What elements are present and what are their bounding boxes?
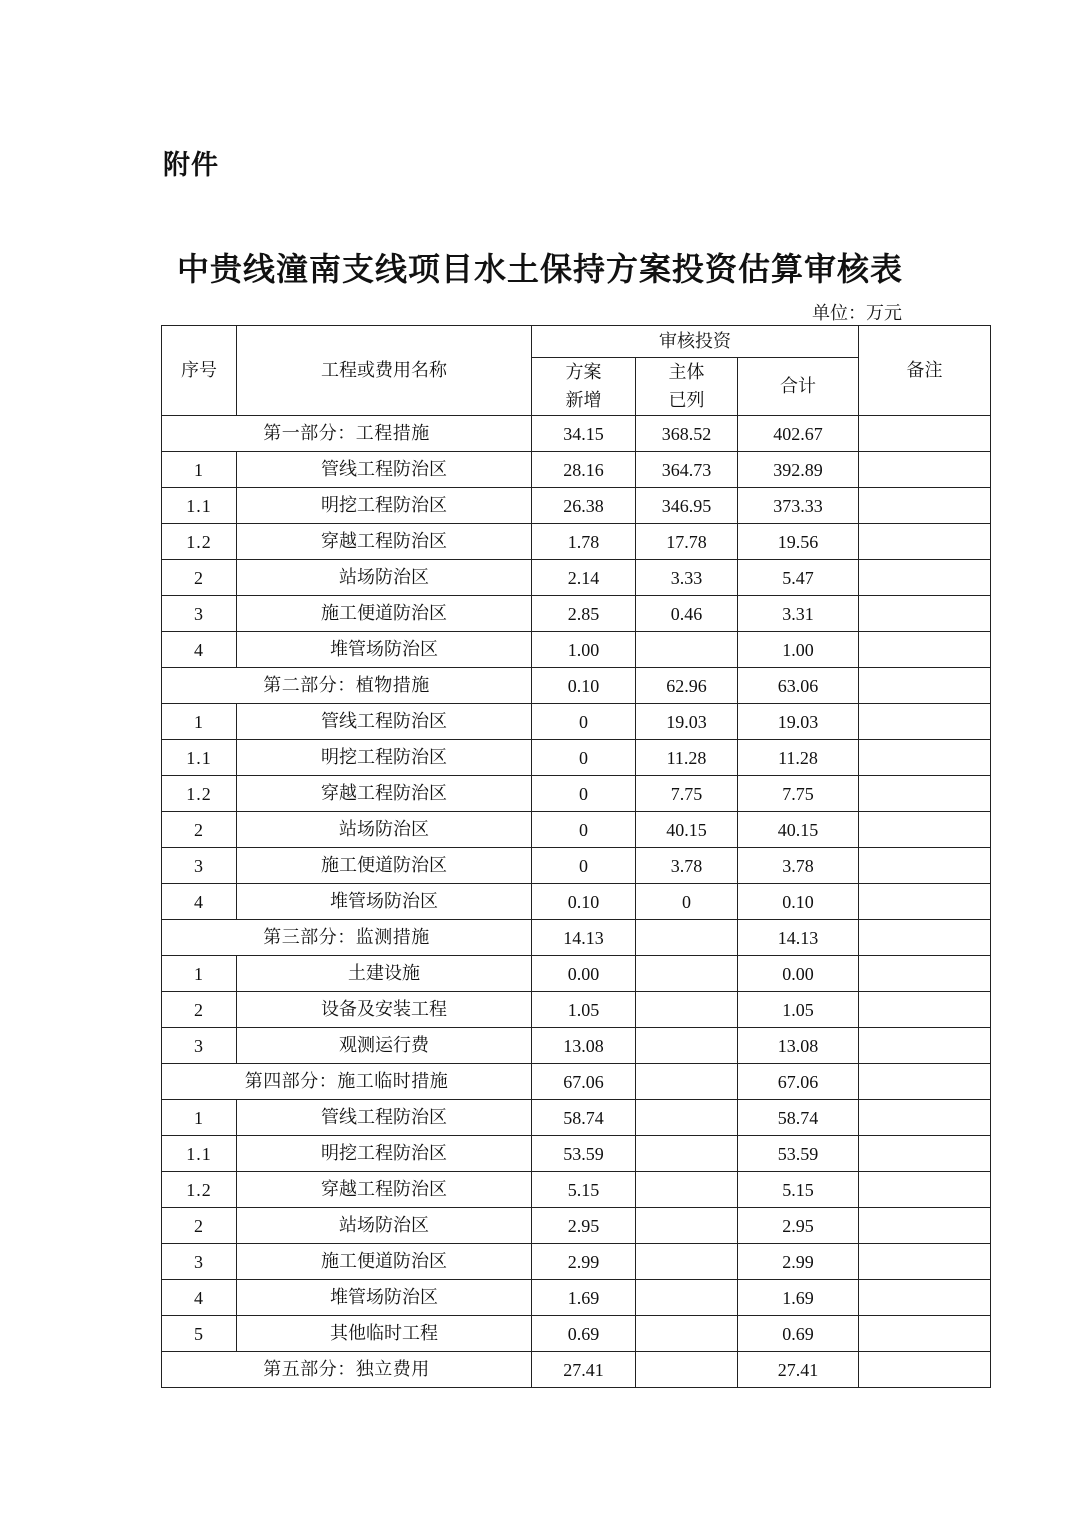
total-cell: 402.67	[738, 416, 859, 452]
name-cell: 施工便道防治区	[237, 848, 532, 884]
new-cell: 53.59	[532, 1136, 636, 1172]
note-cell	[859, 848, 991, 884]
investment-table	[161, 325, 991, 1388]
section-name-cell: 第一部分：工程措施	[162, 416, 532, 452]
note-cell	[859, 1280, 991, 1316]
new-cell: 1.69	[532, 1280, 636, 1316]
note-cell	[859, 920, 991, 956]
name-cell: 施工便道防治区	[237, 1244, 532, 1280]
main-cell	[636, 1172, 738, 1208]
attachment-label: 附件	[163, 150, 219, 181]
section-name-cell: 第五部分：独立费用	[162, 1352, 532, 1388]
total-cell: 58.74	[738, 1100, 859, 1136]
note-cell	[859, 1028, 991, 1064]
note-cell	[859, 1064, 991, 1100]
table-section-row	[162, 416, 991, 452]
section-name-cell: 第二部分：植物措施	[162, 668, 532, 704]
main-cell: 62.96	[636, 668, 738, 704]
main-cell	[636, 1136, 738, 1172]
total-cell: 27.41	[738, 1352, 859, 1388]
seq-cell: 4	[162, 632, 237, 668]
main-cell	[636, 1208, 738, 1244]
note-cell	[859, 992, 991, 1028]
table-row	[162, 1028, 991, 1064]
section-name-cell: 第三部分：监测措施	[162, 920, 532, 956]
name-cell: 管线工程防治区	[237, 452, 532, 488]
total-cell: 1.05	[738, 992, 859, 1028]
table-row	[162, 1280, 991, 1316]
total-cell: 67.06	[738, 1064, 859, 1100]
seq-cell: 3	[162, 848, 237, 884]
main-cell: 3.33	[636, 560, 738, 596]
new-cell: 0.10	[532, 668, 636, 704]
table-row	[162, 812, 991, 848]
table-section-row	[162, 668, 991, 704]
main-cell: 7.75	[636, 776, 738, 812]
unit-label: 单位：万元	[812, 303, 902, 324]
main-cell	[636, 1244, 738, 1280]
note-cell	[859, 488, 991, 524]
seq-cell: 3	[162, 1244, 237, 1280]
table-row	[162, 884, 991, 920]
header-row-1	[162, 326, 991, 358]
new-cell: 2.14	[532, 560, 636, 596]
seq-cell: 4	[162, 1280, 237, 1316]
header-total: 合计	[738, 358, 859, 416]
new-cell: 13.08	[532, 1028, 636, 1064]
seq-cell: 1.1	[162, 740, 237, 776]
total-cell: 19.03	[738, 704, 859, 740]
total-cell: 53.59	[738, 1136, 859, 1172]
total-cell: 14.13	[738, 920, 859, 956]
note-cell	[859, 1100, 991, 1136]
table-row	[162, 956, 991, 992]
total-cell: 5.15	[738, 1172, 859, 1208]
main-cell: 3.78	[636, 848, 738, 884]
table-row	[162, 596, 991, 632]
new-cell: 14.13	[532, 920, 636, 956]
main-cell: 19.03	[636, 704, 738, 740]
new-cell: 5.15	[532, 1172, 636, 1208]
new-cell: 26.38	[532, 488, 636, 524]
main-cell: 364.73	[636, 452, 738, 488]
table-row	[162, 848, 991, 884]
name-cell: 穿越工程防治区	[237, 524, 532, 560]
table-row	[162, 1208, 991, 1244]
table-row	[162, 1244, 991, 1280]
name-cell: 管线工程防治区	[237, 704, 532, 740]
main-cell	[636, 632, 738, 668]
name-cell: 站场防治区	[237, 1208, 532, 1244]
note-cell	[859, 1244, 991, 1280]
seq-cell: 1.2	[162, 1172, 237, 1208]
main-cell: 368.52	[636, 416, 738, 452]
note-cell	[859, 812, 991, 848]
name-cell: 明挖工程防治区	[237, 1136, 532, 1172]
table-section-row	[162, 1352, 991, 1388]
seq-cell: 2	[162, 992, 237, 1028]
main-cell	[636, 992, 738, 1028]
table-row	[162, 560, 991, 596]
new-cell: 0	[532, 704, 636, 740]
total-cell: 1.00	[738, 632, 859, 668]
seq-cell: 2	[162, 812, 237, 848]
new-cell: 67.06	[532, 1064, 636, 1100]
header-new-line2: 新增	[565, 389, 602, 411]
new-cell: 0.69	[532, 1316, 636, 1352]
total-cell: 11.28	[738, 740, 859, 776]
table-row	[162, 992, 991, 1028]
table-row	[162, 776, 991, 812]
total-cell: 2.95	[738, 1208, 859, 1244]
name-cell: 站场防治区	[237, 560, 532, 596]
note-cell	[859, 1172, 991, 1208]
name-cell: 穿越工程防治区	[237, 1172, 532, 1208]
name-cell: 明挖工程防治区	[237, 488, 532, 524]
header-name: 工程或费用名称	[237, 326, 532, 416]
name-cell: 土建设施	[237, 956, 532, 992]
main-cell	[636, 1064, 738, 1100]
total-cell: 19.56	[738, 524, 859, 560]
main-cell	[636, 1280, 738, 1316]
table-row	[162, 452, 991, 488]
total-cell: 7.75	[738, 776, 859, 812]
header-note: 备注	[859, 326, 991, 416]
seq-cell: 3	[162, 596, 237, 632]
new-cell: 1.00	[532, 632, 636, 668]
note-cell	[859, 704, 991, 740]
main-cell	[636, 956, 738, 992]
name-cell: 堆管场防治区	[237, 632, 532, 668]
seq-cell: 2	[162, 560, 237, 596]
new-cell: 27.41	[532, 1352, 636, 1388]
table-row	[162, 704, 991, 740]
total-cell: 13.08	[738, 1028, 859, 1064]
new-cell: 0	[532, 776, 636, 812]
new-cell: 0.00	[532, 956, 636, 992]
new-cell: 1.05	[532, 992, 636, 1028]
name-cell: 施工便道防治区	[237, 596, 532, 632]
main-cell: 0.46	[636, 596, 738, 632]
new-cell: 2.85	[532, 596, 636, 632]
total-cell: 1.69	[738, 1280, 859, 1316]
table-row	[162, 1316, 991, 1352]
note-cell	[859, 668, 991, 704]
new-cell: 0	[532, 848, 636, 884]
table-row	[162, 488, 991, 524]
name-cell: 穿越工程防治区	[237, 776, 532, 812]
new-cell: 58.74	[532, 1100, 636, 1136]
table-section-row	[162, 920, 991, 956]
table-row	[162, 1100, 991, 1136]
note-cell	[859, 1316, 991, 1352]
main-cell: 0	[636, 884, 738, 920]
header-seq: 序号	[162, 326, 237, 416]
main-cell	[636, 1028, 738, 1064]
note-cell	[859, 524, 991, 560]
main-cell: 40.15	[636, 812, 738, 848]
new-cell: 2.95	[532, 1208, 636, 1244]
header-new-line1: 方案	[565, 361, 602, 383]
seq-cell: 4	[162, 884, 237, 920]
total-cell: 63.06	[738, 668, 859, 704]
table-section-row	[162, 1064, 991, 1100]
new-cell: 2.99	[532, 1244, 636, 1280]
name-cell: 其他临时工程	[237, 1316, 532, 1352]
total-cell: 3.31	[738, 596, 859, 632]
seq-cell: 5	[162, 1316, 237, 1352]
seq-cell: 1.2	[162, 524, 237, 560]
header-main-line2: 已列	[668, 389, 705, 411]
name-cell: 站场防治区	[237, 812, 532, 848]
seq-cell: 1	[162, 704, 237, 740]
new-cell: 34.15	[532, 416, 636, 452]
main-cell	[636, 920, 738, 956]
header-audit: 审核投资	[532, 326, 859, 358]
header-main-line1: 主体	[668, 361, 705, 383]
name-cell: 管线工程防治区	[237, 1100, 532, 1136]
note-cell	[859, 416, 991, 452]
new-cell: 28.16	[532, 452, 636, 488]
section-name-cell: 第四部分：施工临时措施	[162, 1064, 532, 1100]
name-cell: 堆管场防治区	[237, 1280, 532, 1316]
name-cell: 设备及安装工程	[237, 992, 532, 1028]
total-cell: 373.33	[738, 488, 859, 524]
name-cell: 观测运行费	[237, 1028, 532, 1064]
note-cell	[859, 1352, 991, 1388]
main-cell	[636, 1316, 738, 1352]
seq-cell: 1	[162, 956, 237, 992]
total-cell: 40.15	[738, 812, 859, 848]
seq-cell: 2	[162, 1208, 237, 1244]
main-cell: 346.95	[636, 488, 738, 524]
seq-cell: 1	[162, 1100, 237, 1136]
note-cell	[859, 1208, 991, 1244]
name-cell: 堆管场防治区	[237, 884, 532, 920]
table-row	[162, 740, 991, 776]
note-cell	[859, 560, 991, 596]
new-cell: 0.10	[532, 884, 636, 920]
page-title: 中贵线潼南支线项目水土保持方案投资估算审核表	[176, 250, 903, 288]
note-cell	[859, 740, 991, 776]
total-cell: 5.47	[738, 560, 859, 596]
note-cell	[859, 884, 991, 920]
table-row	[162, 1172, 991, 1208]
total-cell: 2.99	[738, 1244, 859, 1280]
note-cell	[859, 596, 991, 632]
note-cell	[859, 776, 991, 812]
seq-cell: 1.2	[162, 776, 237, 812]
new-cell: 0	[532, 812, 636, 848]
header-new	[532, 358, 636, 416]
total-cell: 3.78	[738, 848, 859, 884]
main-cell	[636, 1352, 738, 1388]
total-cell: 0.00	[738, 956, 859, 992]
main-cell	[636, 1100, 738, 1136]
seq-cell: 3	[162, 1028, 237, 1064]
note-cell	[859, 956, 991, 992]
note-cell	[859, 632, 991, 668]
note-cell	[859, 452, 991, 488]
total-cell: 0.10	[738, 884, 859, 920]
total-cell: 0.69	[738, 1316, 859, 1352]
table-body	[162, 416, 991, 1388]
table-row	[162, 1136, 991, 1172]
note-cell	[859, 1136, 991, 1172]
seq-cell: 1.1	[162, 1136, 237, 1172]
new-cell: 1.78	[532, 524, 636, 560]
seq-cell: 1	[162, 452, 237, 488]
table-row	[162, 524, 991, 560]
main-cell: 17.78	[636, 524, 738, 560]
header-main	[636, 358, 738, 416]
new-cell: 0	[532, 740, 636, 776]
table-row	[162, 632, 991, 668]
total-cell: 392.89	[738, 452, 859, 488]
main-cell: 11.28	[636, 740, 738, 776]
name-cell: 明挖工程防治区	[237, 740, 532, 776]
seq-cell: 1.1	[162, 488, 237, 524]
